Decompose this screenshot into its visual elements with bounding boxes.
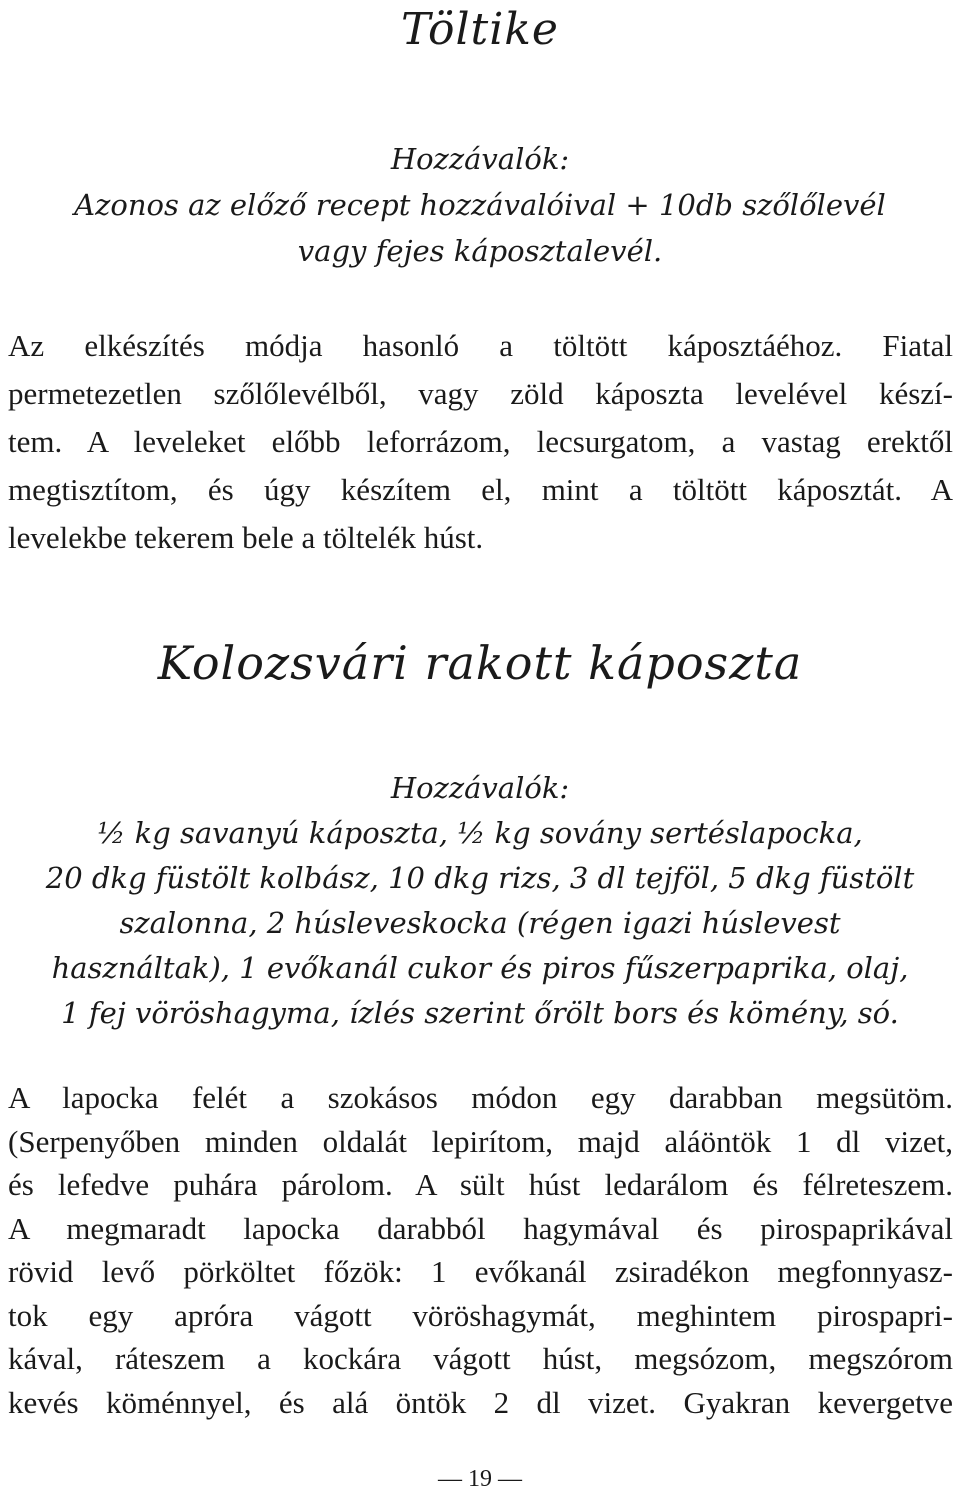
method-line: permetezetlen szőlőlevélből, vagy zöld káposzta levelével készí- — [8, 376, 953, 411]
ingredient-line: vagy fejes káposztalevél. — [297, 234, 663, 268]
ingredient-line: Azonos az előző recept hozzávalóival + 10db szőlőlevél — [74, 188, 886, 222]
method-line: levelekbe tekerem bele a töltelék húst. — [8, 520, 484, 555]
method-line: Az elkészítés módja hasonló a töltött káposztáéhoz. Fiatal — [8, 328, 953, 363]
ingredient-line: szalonna, 2 húsleveskocka (régen igazi húslevest — [119, 906, 841, 940]
ingredient-line: 1 fej vöröshagyma, ízlés szerint őrölt bors és kömény, só. — [61, 996, 899, 1030]
method-line: kevés köménnyel, és alá öntök 2 dl vizet. Gyakran kevergetve — [8, 1384, 953, 1420]
page-number: — 19 — — [438, 1466, 522, 1492]
ingredient-line: ½ kg savanyú káposzta, ½ kg sovány sertéslapocka, — [97, 816, 863, 850]
recipe-title-kolozsvari: Kolozsvári rakott káposzta — [157, 636, 803, 690]
ingredients-block-kolozsvari — [0, 766, 960, 1036]
ingredients-block-toltike — [0, 136, 960, 274]
method-line: tok egy apróra vágott vöröshagymát, meghintem pirospapri- — [8, 1297, 953, 1333]
method-line: (Serpenyőben minden oldalát lepirítom, majd aláöntök 1 dl vizet, — [8, 1123, 953, 1159]
method-line: és lefedve puhára párolom. A sült húst ledarálom és félreteszem. — [8, 1167, 953, 1202]
ingredient-line: 20 dkg füstölt kolbász, 10 dkg rizs, 3 dl tejföl, 5 dkg füstölt — [45, 861, 915, 895]
method-paragraph-kolozsvari — [8, 1076, 953, 1424]
method-paragraph-toltike — [8, 322, 953, 562]
ingredients-heading: Hozzávalók: — [390, 142, 570, 176]
method-line: rövid levő pörköltet főzök: 1 evőkanál zsiradékon megfonnyasz- — [8, 1254, 953, 1289]
ingredient-line: használtak), 1 evőkanál cukor és piros fűszerpaprika, olaj, — [51, 951, 909, 985]
method-line: A megmaradt lapocka darabból hagymával és pirospaprikával — [8, 1210, 953, 1246]
ingredients-heading: Hozzávalók: — [390, 771, 570, 805]
method-line: megtisztítom, és úgy készítem el, mint a töltött káposztát. A — [8, 472, 953, 507]
recipe-title-toltike: Töltike — [401, 4, 559, 55]
method-line: A lapocka felét a szokásos módon egy darabban megsütöm. — [8, 1080, 953, 1115]
method-line: kával, ráteszem a kockára vágott húst, megsózom, megszórom — [8, 1341, 953, 1376]
method-line: tem. A leveleket előbb leforrázom, lecsurgatom, a vastag erektől — [8, 424, 953, 459]
